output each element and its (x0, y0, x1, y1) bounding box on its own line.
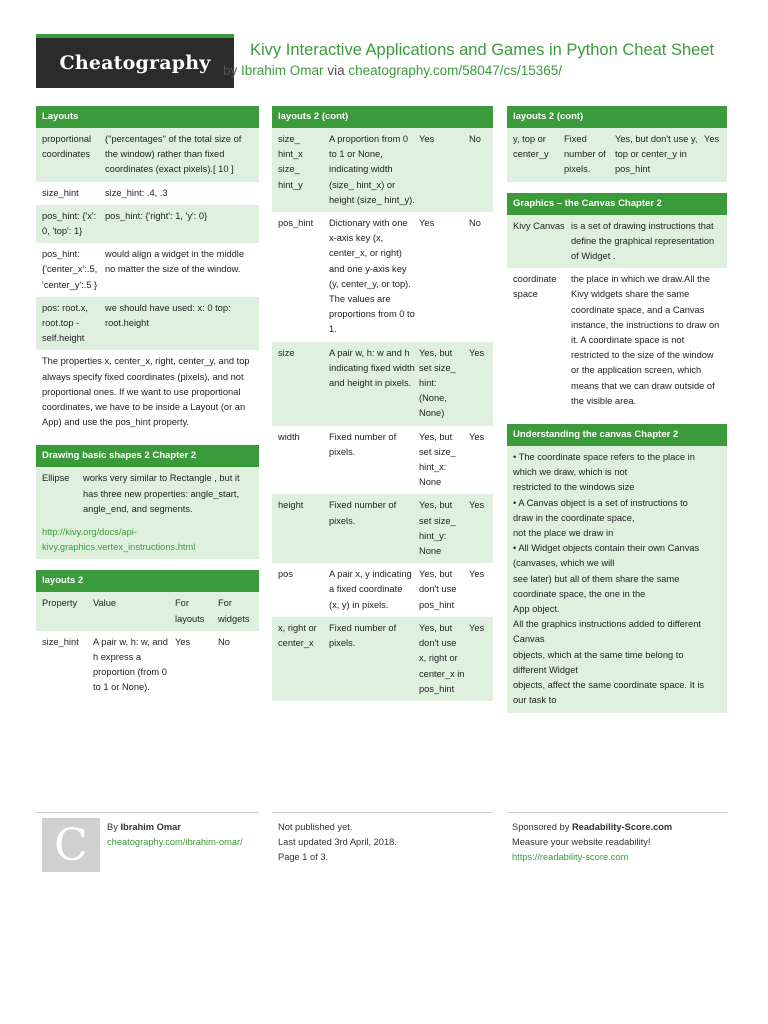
section-understanding-canvas (507, 424, 727, 712)
section-body (507, 446, 727, 712)
column-1 (36, 106, 259, 711)
sponsor-name[interactable]: Readability-Score.com (571, 822, 673, 832)
table-header-row (36, 592, 259, 630)
row-value: pos_hint: {'right': 1, 'y': 0} (105, 210, 208, 221)
row-value: A proportion from 0 to 1 or None, indicating width (size_ hint_x) or height (size_ hint_y). (329, 134, 415, 205)
author-avatar[interactable]: C (42, 818, 100, 872)
text-line: which we draw, which is not (513, 467, 628, 478)
column-header: Property (42, 598, 78, 609)
section-layouts-2-cont (272, 106, 493, 701)
section-title: Graphics – the Canvas Chapter 2 (507, 193, 727, 215)
section-title: Understanding the canvas Chapter 2 (507, 424, 727, 446)
row-value: would align a widget in the middle no matter the size of the window. (105, 249, 245, 275)
row-layouts: Yes (175, 636, 191, 647)
section-layouts (36, 106, 259, 434)
row-widgets: No (469, 218, 481, 229)
cheatography-logo[interactable]: Cheatography (36, 34, 234, 88)
row-value: the place in which we draw.All the Kivy widgets share the same coordinate space, and a Canvas instance, the instructions to draw on it. A coordinate space is not restricted to the size of the window or the application screen, which means that we can draw outside of the visible area. (571, 274, 720, 406)
row-widgets: No (469, 134, 481, 144)
section-layouts-2 (36, 570, 259, 699)
byline (223, 63, 562, 78)
text-line: Canvas (513, 634, 545, 645)
text-line: restricted to the windows size (513, 482, 635, 493)
section-title: Layouts (36, 106, 259, 128)
sheet-url-link[interactable]: cheatography.com/58047/cs/15365/ (348, 63, 563, 78)
section-title: layouts 2 (36, 570, 259, 592)
table-row (272, 426, 493, 495)
text-line: draw in the coordinate space, (513, 512, 635, 523)
section-note: The properties x, center_x, right, center_y, and top always specify fixed coordinates (pixels), and not proportional ones. If we want to use proportional coordinates, we have to be inside a Layout (or an App) and use the pos_hint property. (42, 356, 250, 428)
table-row (36, 631, 259, 700)
footer-divider (272, 812, 493, 813)
row-key: pos_hint: {'center_x':.5, 'center_y':.5 } (42, 249, 98, 290)
table-row (507, 268, 727, 413)
row-key: pos: root.x, root.top - self.height (42, 302, 88, 344)
row-widgets: No (218, 636, 230, 647)
row-key: y, top or center_y (513, 134, 549, 160)
row-key: Ellipse (42, 473, 70, 484)
footer-divider (36, 812, 259, 813)
row-widgets: Yes (469, 347, 485, 358)
text-line: • The coordinate space refers to the place in (513, 452, 695, 463)
footer-publish-info (278, 820, 397, 866)
row-key: proportional coordinates (42, 134, 92, 160)
row-key: pos (278, 569, 293, 580)
text-line: different Widget (513, 664, 578, 675)
row-widgets: Yes (704, 134, 720, 144)
row-layouts: Yes, but set size_ hint: (None, None) (419, 347, 456, 419)
row-value: is a set of drawing instructions that define the graphical representation of Widget . (571, 220, 715, 262)
text-line: not the place we draw in (513, 528, 614, 539)
table-row (272, 212, 493, 342)
row-value: A pair w, h: w, and h express a proportion (from 0 to 1 or None). (93, 636, 168, 693)
text-line: objects, affect the same coordinate space. It is (513, 680, 705, 691)
row-key: coordinate space (513, 274, 557, 300)
row-value: works very similar to Rectangle , but it has three new properties: angle_start, angle_end, and segments. (83, 473, 240, 514)
text-line: (canvases, which we will (513, 558, 615, 569)
row-value: Fixed number of pixels. (564, 134, 606, 175)
text-line: coordinate space, the one in the (513, 588, 646, 599)
row-key: x, right or center_x (278, 622, 317, 649)
row-value: Dictionary with one x-axis key (x, center_x, or right) and one y-axis key (y, center_y, or top). The values are proportions from 0 to 1. (329, 218, 415, 335)
byline-via: via (327, 63, 345, 78)
sponsor-line (512, 820, 672, 835)
table-row (272, 617, 493, 701)
row-layouts: Yes, but don't use pos_hint (419, 569, 457, 610)
published-status: Not published yet. (278, 822, 353, 832)
page-title: Kivy Interactive Applications and Games in Python Cheat Sheet (250, 41, 715, 59)
row-widgets: Yes (469, 569, 485, 580)
table-row (36, 467, 259, 521)
page-number: Page 1 of 3. (278, 852, 329, 863)
row-key: Kivy Canvas (513, 220, 565, 231)
row-widgets: Yes (469, 622, 485, 633)
row-layouts: Yes, but don't use y, top or center_y in pos_hint (615, 134, 698, 175)
sponsor-link[interactable]: https://readability-score.com (512, 852, 629, 863)
row-layouts: Yes (419, 134, 435, 144)
row-layouts: Yes, but don't use x, right or center_x in pos_hint (419, 622, 465, 694)
table-row (36, 297, 259, 351)
author-profile-link[interactable]: cheatography.com/ibrahim-omar/ (107, 837, 243, 848)
text-line: All the graphics instructions added to different (513, 619, 701, 630)
section-title: Drawing basic shapes 2 Chapter 2 (36, 445, 259, 467)
kivy-docs-link[interactable]: http://kivy.org/docs/api-kivy.graphics.vertex_instructions.html (36, 521, 259, 559)
column-header: For widgets (218, 598, 250, 624)
row-layouts: Yes, but set size_ hint_x: None (419, 431, 456, 488)
table-row (36, 205, 259, 243)
row-value: size_hint: .4, .3 (105, 187, 168, 198)
section-title: layouts 2 (cont) (507, 106, 727, 128)
sponsor-tagline: Measure your website readability! (512, 837, 651, 848)
table-row (36, 182, 259, 205)
table-row (272, 494, 493, 563)
table-row (507, 215, 727, 269)
text-line: App object. (513, 604, 560, 615)
footer-by: By (107, 822, 118, 832)
author-link[interactable]: Ibrahim Omar (241, 63, 324, 78)
column-3 (507, 106, 727, 724)
row-key: width (278, 431, 300, 442)
column-header: Value (93, 598, 117, 609)
section-drawing-shapes (36, 445, 259, 559)
row-value: we should have used: x: 0 top: root.height (105, 302, 231, 329)
row-key: size_ hint_x size_ hint_y (278, 134, 303, 190)
row-key: height (278, 500, 304, 511)
table-row (272, 563, 493, 617)
text-line: • All Widget objects contain their own Canvas (513, 543, 700, 554)
table-row (507, 128, 727, 182)
row-widgets: Yes (469, 431, 485, 442)
table-row (272, 342, 493, 426)
section-title: layouts 2 (cont) (272, 106, 493, 128)
column-2 (272, 106, 493, 712)
table-row (36, 128, 259, 182)
row-value: ("percentages" of the total size of the window) rather than fixed coordinates (exact pixels).[ 10 ] (105, 134, 242, 175)
footer-divider (507, 812, 727, 813)
row-value: Fixed number of pixels. (329, 500, 397, 526)
row-layouts: Yes, but set size_ hint_y: None (419, 500, 456, 557)
row-key: size_hint (42, 636, 79, 647)
column-header: For layouts (175, 598, 205, 624)
row-key: pos_hint: {'x': 0, 'top': 1} (42, 210, 97, 237)
row-value: Fixed number of pixels. (329, 622, 397, 649)
section-layouts-2-cont (507, 106, 727, 182)
sponsored-by: Sponsored by (512, 822, 570, 832)
byline-by: by (223, 63, 238, 78)
row-value: Fixed number of pixels. (329, 431, 397, 457)
text-line: see later) but all of them share the same (513, 573, 680, 584)
text-line: • A Canvas object is a set of instructions to (513, 497, 688, 508)
table-row (36, 243, 259, 297)
row-layouts: Yes (419, 218, 435, 229)
row-widgets: Yes (469, 500, 485, 511)
footer-author-line (107, 820, 243, 835)
text-line: our task to (513, 695, 557, 706)
footer-sponsor (512, 820, 672, 866)
row-value: A pair w, h: w and h indicating fixed width and height in pixels. (329, 347, 415, 389)
row-key: size (278, 347, 295, 358)
section-graphics-canvas (507, 193, 727, 413)
text-line: objects, which at the same time belong to (513, 649, 684, 660)
table-row (272, 128, 493, 212)
row-key: size_hint (42, 187, 79, 198)
last-updated: Last updated 3rd April, 2018. (278, 837, 397, 848)
footer-author-name: Ibrahim Omar (120, 822, 181, 832)
row-value: A pair x, y indicating a fixed coordinate (x, y) in pixels. (329, 569, 412, 610)
row-key: pos_hint (278, 218, 314, 229)
footer-author (107, 820, 243, 850)
